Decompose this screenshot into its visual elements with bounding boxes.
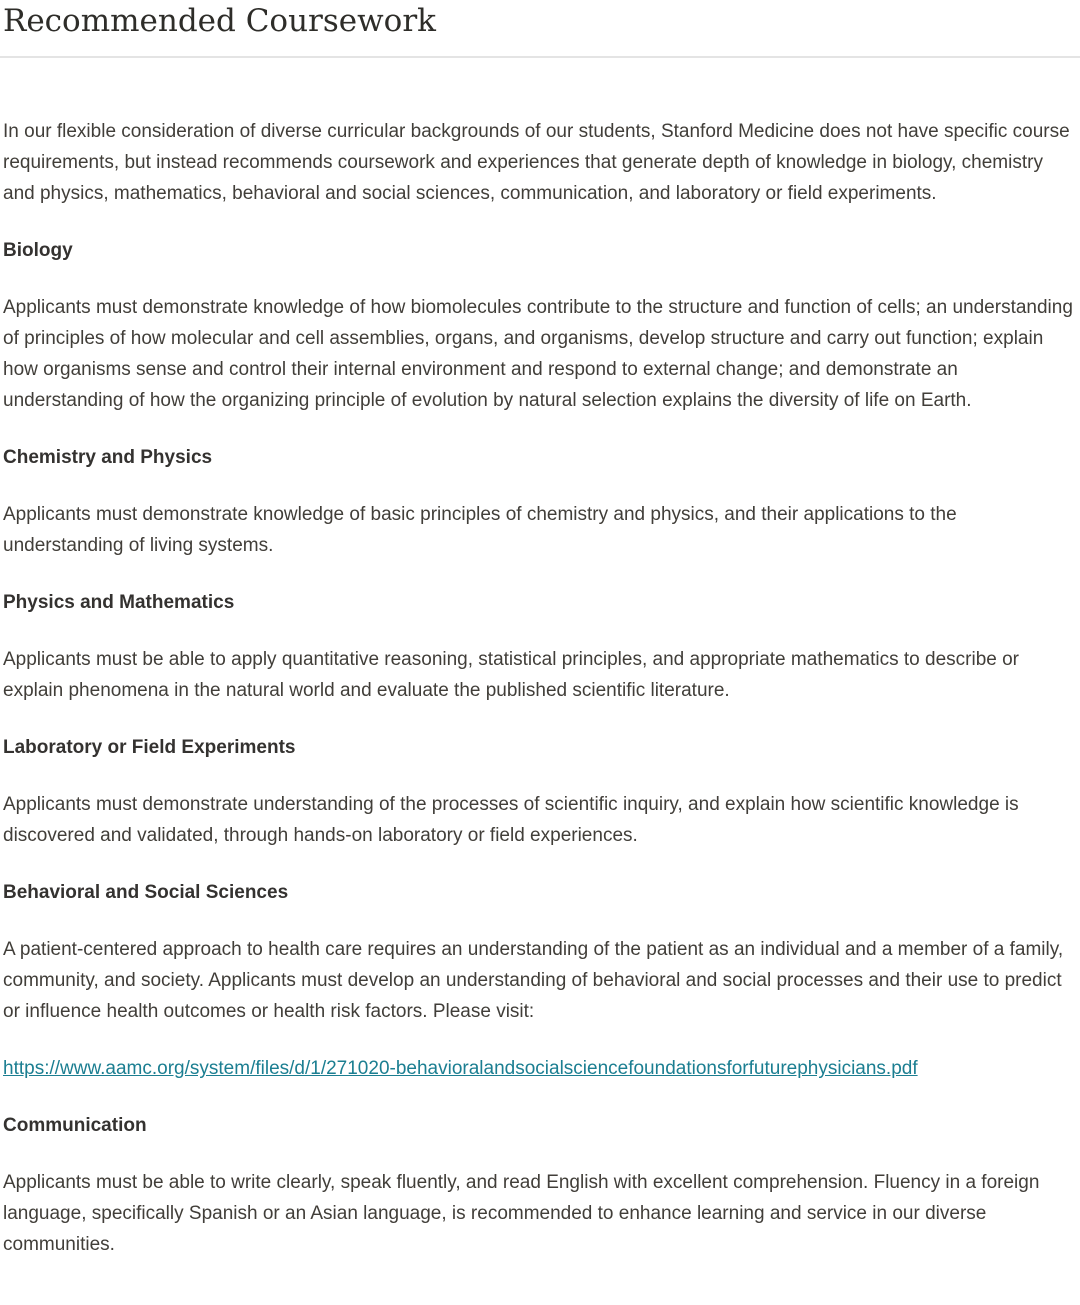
- link-paragraph: [3, 1053, 1074, 1084]
- section-heading-communication: Communication: [3, 1115, 147, 1137]
- section-heading-physics-and-mathematics: Physics and Mathematics: [3, 592, 235, 614]
- title-divider: [0, 56, 1080, 58]
- section-body-physics-and-mathematics: Applicants must be able to apply quantitative reasoning, statistical principles, and appropriate mathematics to describe or explain phenomena in the natural world and evaluate the published scientific literature.: [3, 649, 1019, 702]
- page-title: Recommended Coursework: [3, 3, 436, 39]
- section-body-chemistry-and-physics: Applicants must demonstrate knowledge of basic principles of chemistry and physics, and their applications to the understanding of living systems.: [3, 504, 957, 557]
- section-heading-laboratory-or-field-experiments: Laboratory or Field Experiments: [3, 737, 296, 759]
- section-body-laboratory-or-field-experiments: Applicants must demonstrate understanding of the processes of scientific inquiry, and explain how scientific knowledge is discovered and validated, through hands-on laboratory or field experiences.: [3, 794, 1019, 847]
- section-heading-chemistry-and-physics: Chemistry and Physics: [3, 447, 213, 469]
- intro-paragraph: In our flexible consideration of diverse curricular backgrounds of our students, Stanford Medicine does not have specific course requirements, but instead recommends coursework and experiences that generate depth of knowledge in biology, chemistry and physics, mathematics, behavioral and social sciences, communication, and laboratory or field experiments.: [3, 121, 1070, 205]
- aamc-behavioral-social-science-pdf-link[interactable]: https://www.aamc.org/system/files/d/1/271020-behavioralandsocialsciencefoundationsforfuturephysicians.pdf: [3, 1058, 918, 1080]
- section-body-biology: Applicants must demonstrate knowledge of how biomolecules contribute to the structure and function of cells; an understanding of principles of how molecular and cell assemblies, organs, and organisms, develop structure and carry out function; explain how organisms sense and control their internal environment and respond to external change; and demonstrate an understanding of how the organizing principle of evolution by natural selection explains the diversity of life on Earth.: [3, 297, 1073, 412]
- section-heading-biology: Biology: [3, 240, 73, 262]
- section-body-communication: Applicants must be able to write clearly, speak fluently, and read English with excellent comprehension. Fluency in a foreign language, specifically Spanish or an Asian language, is recommended to enhance learning and service in our diverse communities.: [3, 1172, 1040, 1256]
- section-heading-behavioral-and-social-sciences: Behavioral and Social Sciences: [3, 882, 289, 904]
- section-body-behavioral-and-social-sciences: A patient-centered approach to health care requires an understanding of the patient as an individual and a member of a family, community, and society. Applicants must develop an understanding of behavioral and social processes and their use to predict or influence health outcomes or health risk factors. Please visit:: [3, 939, 1064, 1023]
